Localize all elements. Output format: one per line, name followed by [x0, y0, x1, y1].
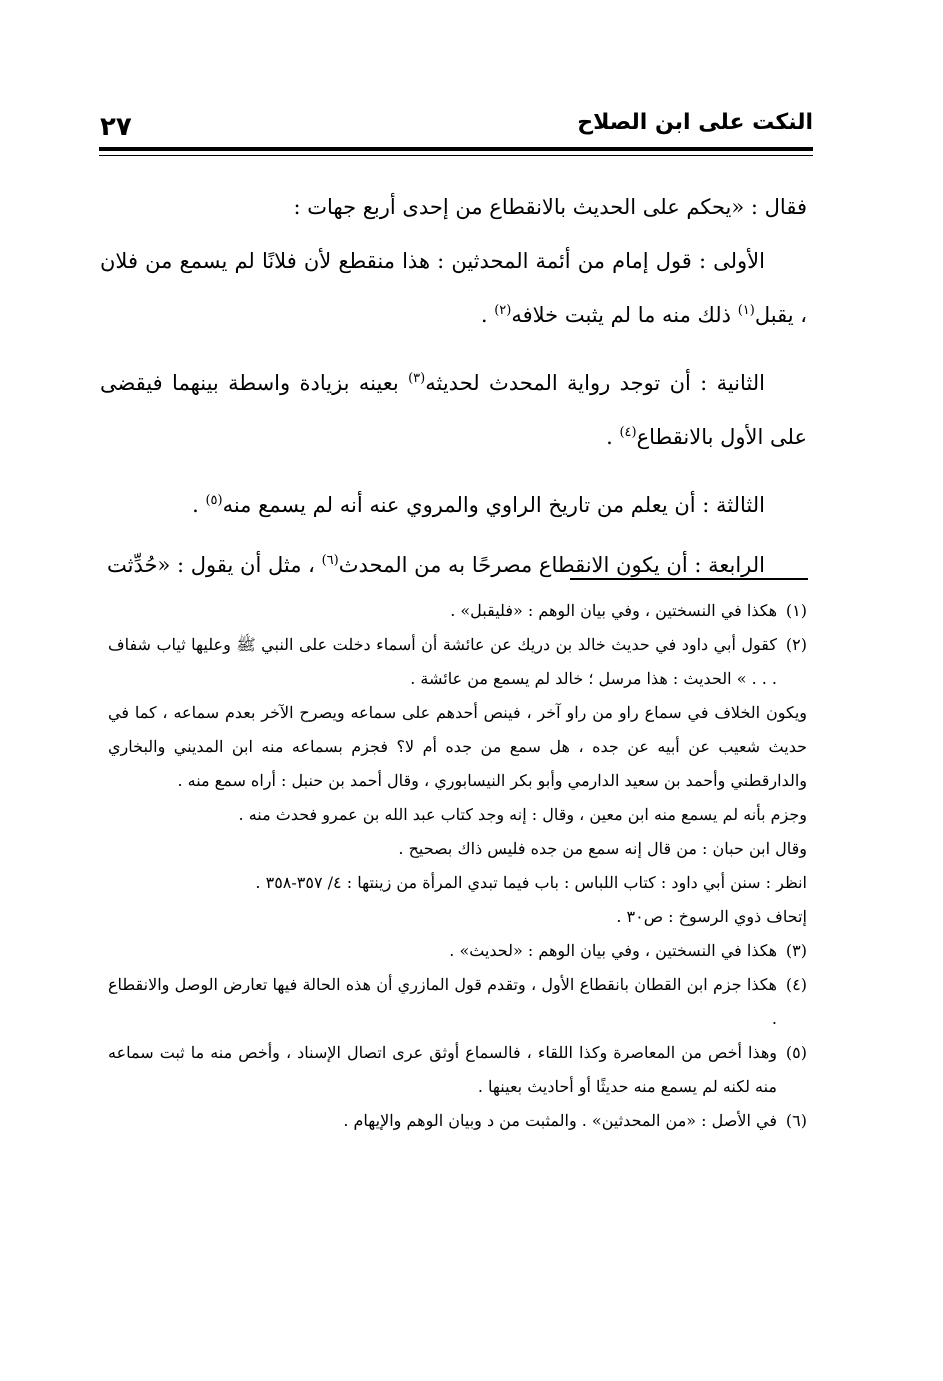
footnote-number: (١): [785, 601, 807, 620]
page-number: ٢٧: [100, 112, 132, 142]
footnote-text: في الأصل : «من المحدثين» . والمثبت من د وبيان الوهم والإيهام .: [343, 1111, 777, 1130]
footnote-ref: (١): [737, 303, 755, 318]
footnote-number: (٣): [785, 941, 807, 960]
footnote-ref: (٦): [321, 553, 339, 568]
footnote-text: وقال ابن حبان : من قال إنه سمع من جده فليس ذاك بصحيح .: [398, 839, 807, 858]
second-aspect-text-2: بعينه بزيادة واسطة بينهما فيقضى على الأول بالانقطاع: [100, 371, 807, 449]
footnote-separator: [570, 578, 808, 580]
footnote-text: ويكون الخلاف في سماع راو من راو آخر ، فينص أحدهم على سماعه ويصرح الآخر بعدم سماعه ، كما في حديث شعيب عن أبيه عن جده ، هل سمع من جده أم لا؟ فجزم بسماعه منه ابن المديني والبخاري والدارقطني وأحمد بن سعيد الدارمي وأبو بكر النيسابوري ، وقال أحمد بن حنبل : أراه سمع منه .: [108, 703, 807, 790]
footnote-ref: (٤): [619, 425, 637, 440]
third-aspect-end: .: [192, 493, 206, 517]
intro-paragraph: فقال : «يحكم على الحديث بالانقطاع من إحدى أربع جهات :: [293, 195, 807, 219]
footnote-number: (٢): [785, 635, 807, 654]
footnote-text: هكذا جزم ابن القطان بانقطاع الأول ، وتقدم قول المازري أن هذه الحالة فيها تعارض الوصل والانقطاع .: [108, 975, 777, 1028]
footnote-text: وجزم بأنه لم يسمع منه ابن معين ، وقال : إنه وجد كتاب عبد الله بن عمرو فحدث منه .: [238, 805, 807, 824]
second-aspect-paragraph: [100, 356, 807, 464]
third-aspect-paragraph: [100, 478, 807, 532]
footnote: [108, 968, 807, 1036]
footnote-text: وهذا أخص من المعاصرة وكذا اللقاء ، فالسماع أوثق عرى اتصال الإسناد ، وأخص منه ما ثبت سماعه منه لكنه لم يسمع منه حديثًا أو أحاديث بعينها .: [108, 1043, 777, 1096]
footnote-text: كقول أبي داود في حديث خالد بن دريك عن عائشة أن أسماء دخلت على النبي ﷺ وعليها ثياب شفاف . . . » الحديث : هذا مرسل ؛ خالد لم يسمع من عائشة .: [108, 635, 777, 688]
main-text: [100, 180, 807, 592]
first-aspect-paragraph: [100, 234, 807, 342]
first-aspect-text: الأولى : قول إمام من أئمة المحدثين : هذا منقطع لأن فلانًا لم يسمع من فلان ، يقبل: [100, 249, 807, 327]
fourth-aspect-paragraph: [100, 538, 807, 592]
footnote: [108, 628, 807, 934]
footnote-number: (٥): [785, 1043, 807, 1062]
footnote-ref: (٥): [205, 493, 223, 508]
footnote-text: انظر : سنن أبي داود : كتاب اللباس : باب فيما تبدي المرأة من زينتها : ٤/ ٣٥٧-٣٥٨ .: [255, 873, 807, 892]
footnote: [108, 594, 807, 628]
footnote: [108, 934, 807, 968]
header-rule-thin: [99, 155, 813, 156]
footnote: [108, 1036, 807, 1104]
third-aspect-text: الثالثة : أن يعلم من تاريخ الراوي والمروي عنه أنه لم يسمع منه: [222, 493, 765, 517]
footnote-number: (٤): [785, 975, 807, 994]
footnote-number: (٦): [785, 1111, 807, 1130]
first-aspect-text-2: ذلك منه ما لم يثبت خلافه: [511, 303, 738, 327]
footnote-text: هكذا في النسختين ، وفي بيان الوهم : «لحديث» .: [449, 941, 777, 960]
footnote-ref: (٣): [408, 371, 426, 386]
header-rule: [99, 147, 813, 151]
footnote: [108, 1104, 807, 1138]
second-aspect-text: الثانية : أن توجد رواية المحدث لحديثه: [425, 371, 765, 395]
running-title: النكت على ابن الصلاح: [577, 110, 813, 135]
fourth-aspect-text: الرابعة : أن يكون الانقطاع مصرحًا به من المحدث: [338, 553, 765, 577]
footnote-ref: (٢): [494, 303, 512, 318]
footnote-text: هكذا في النسختين ، وفي بيان الوهم : «فليقبل» .: [450, 601, 777, 620]
second-aspect-end: .: [606, 425, 620, 449]
footnotes: [108, 594, 807, 1138]
footnote-text: إتحاف ذوي الرسوخ : ص٣٠ .: [616, 907, 807, 926]
first-aspect-end: .: [480, 303, 495, 327]
fourth-aspect-text-2: ، مثل أن يقول : «حُدِّثت: [107, 553, 322, 577]
